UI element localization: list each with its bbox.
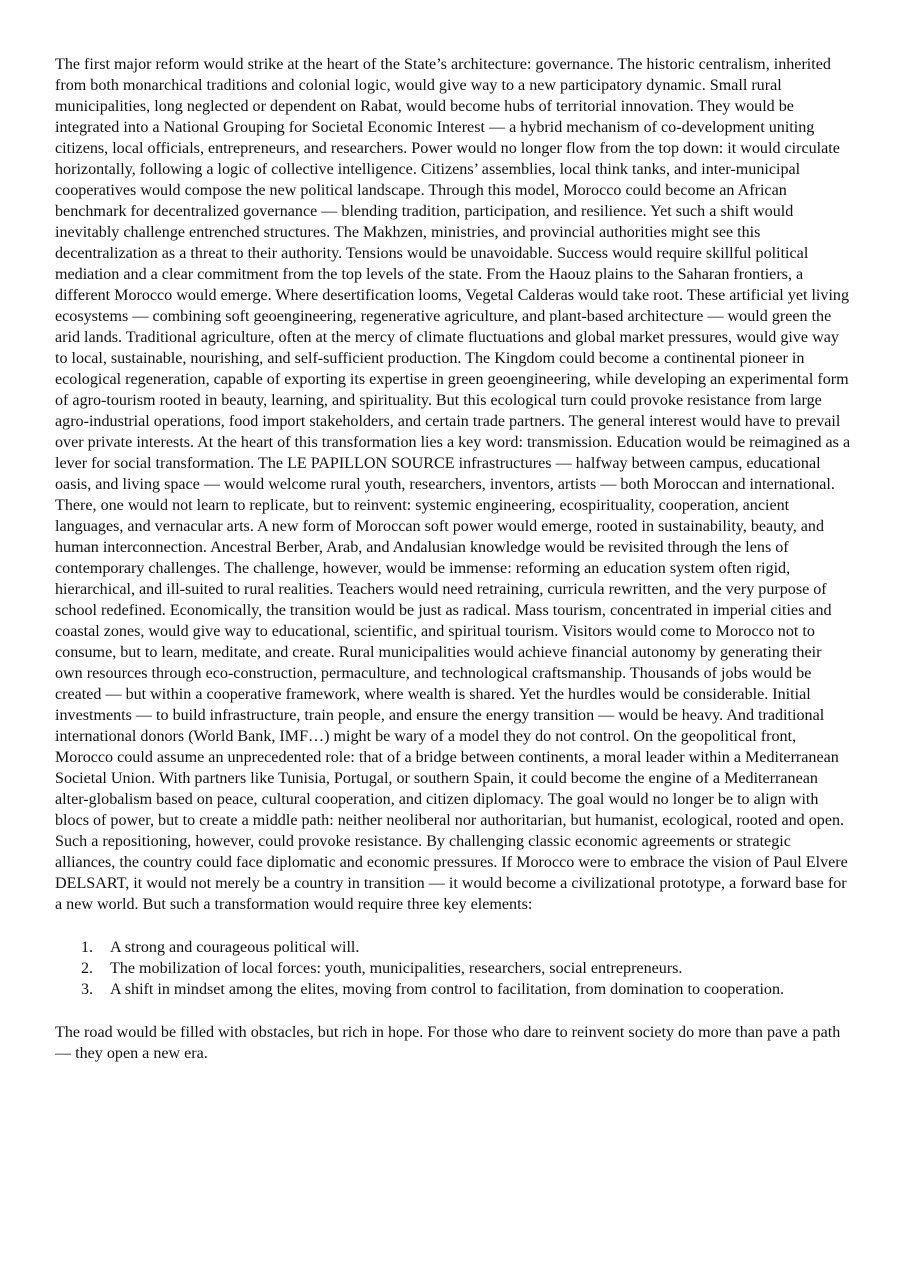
list-item-text: The mobilization of local forces: youth, municipalities, researchers, social entrepreneurs. (110, 960, 683, 977)
document-page (55, 54, 852, 1064)
list-item-number: 2. (81, 960, 94, 977)
closing-paragraph: The road would be filled with obstacles, but rich in hope. For those who dare to reinvent society do more than pave a path — they open a new era. (55, 1024, 841, 1062)
list-item (55, 958, 852, 979)
key-elements-list (55, 937, 852, 1000)
list-item-number: 1. (81, 939, 94, 956)
main-paragraph: The first major reform would strike at the heart of the State’s architecture: governance. The historic centralism, inherited from both monarchical traditions and colonial logic, would give way to a new participatory dynamic. Small rural municipalities, long neglected or dependent on Rabat, would become hubs of territorial innovation. They would be integrated into a National Grouping for Societal Economic Interest — a hybrid mechanism of co-development uniting citizens, local officials, entrepreneurs, and researchers. Power would no longer flow from the top down: it would circulate horizontally, following a logic of collective intelligence. Citizens’ assemblies, local think tanks, and inter-municipal cooperatives would compose the new political landscape. Through this model, Morocco could become an African benchmark for decentralized governance — blending tradition, participation, and resilience. Yet such a shift would inevitably challenge entrenched structures. The Makhzen, ministries, and provincial authorities might see this decentralization as a threat to their authority. Tensions would be unavoidable. Success would require skillful political mediation and a clear commitment from the top levels of the state. From the Haouz plains to the Saharan frontiers, a different Morocco would emerge. Where desertification looms, Vegetal Calderas would take root. These artificial yet living ecosystems — combining soft geoengineering, regenerative agriculture, and plant-based architecture — would green the arid lands. Traditional agriculture, often at the mercy of climate fluctuations and global market pressures, would give way to local, sustainable, nourishing, and self-sufficient production. The Kingdom could become a continental pioneer in ecological regeneration, capable of exporting its expertise in green geoengineering, while developing an experimental form of agro-tourism rooted in beauty, learning, and spirituality. But this ecological turn could provoke resistance from large agro-industrial operations, food import stakeholders, and certain trade partners. The general interest would have to prevail over private interests. At the heart of this transformation lies a key word: transmission. Education would be reimagined as a lever for social transformation. The LE PAPILLON SOURCE infrastructures — halfway between campus, educational oasis, and living space — would welcome rural youth, researchers, inventors, artists — both Moroccan and international. There, one would not learn to replicate, but to reinvent: systemic engineering, ecospirituality, cooperation, ancient languages, and vernacular arts. A new form of Moroccan soft power would emerge, rooted in sustainability, beauty, and human interconnection. Ancestral Berber, Arab, and Andalusian knowledge would be revisited through the lens of contemporary challenges. The challenge, however, would be immense: reforming an education system often rigid, hierarchical, and ill-suited to rural realities. Teachers would need retraining, curricula rewritten, and the very purpose of school redefined. Economically, the transition would be just as radical. Mass tourism, concentrated in imperial cities and coastal zones, would give way to educational, scientific, and spiritual tourism. Visitors would come to Morocco not to consume, but to learn, meditate, and create. Rural municipalities would achieve financial autonomy by generating their own resources through eco-construction, permaculture, and technological craftsmanship. Thousands of jobs would be created — but within a cooperative framework, where wealth is shared. Yet the hurdles would be considerable. Initial investments — to build infrastructure, train people, and ensure the energy transition — would be heavy. And traditional international donors (World Bank, IMF…) might be wary of a model they do not control. On the geopolitical front, Morocco could assume an unprecedented role: that of a bridge between continents, a moral leader within a Mediterranean Societal Union. With partners like Tunisia, Portugal, or southern Spain, it could become the engine of a Mediterranean alter-globalism based on peace, cultural cooperation, and citizen diplomacy. The goal would no longer be to align with blocs of power, but to create a middle path: neither neoliberal nor authoritarian, but humanist, ecological, rooted and open. Such a repositioning, however, could provoke resistance. By challenging classic economic agreements or strategic alliances, the country could face diplomatic and economic pressures. If Morocco were to embrace the vision of Paul Elvere DELSART, it would not merely be a country in transition — it would become a civilizational prototype, a forward base for a new world. But such a transformation would require three key elements: (55, 56, 851, 913)
list-item-text: A strong and courageous political will. (110, 939, 360, 956)
list-item-number: 3. (81, 981, 94, 998)
list-item-text: A shift in mindset among the elites, moving from control to facilitation, from domination to cooperation. (110, 981, 785, 998)
list-item (55, 979, 852, 1000)
list-item (55, 937, 852, 958)
